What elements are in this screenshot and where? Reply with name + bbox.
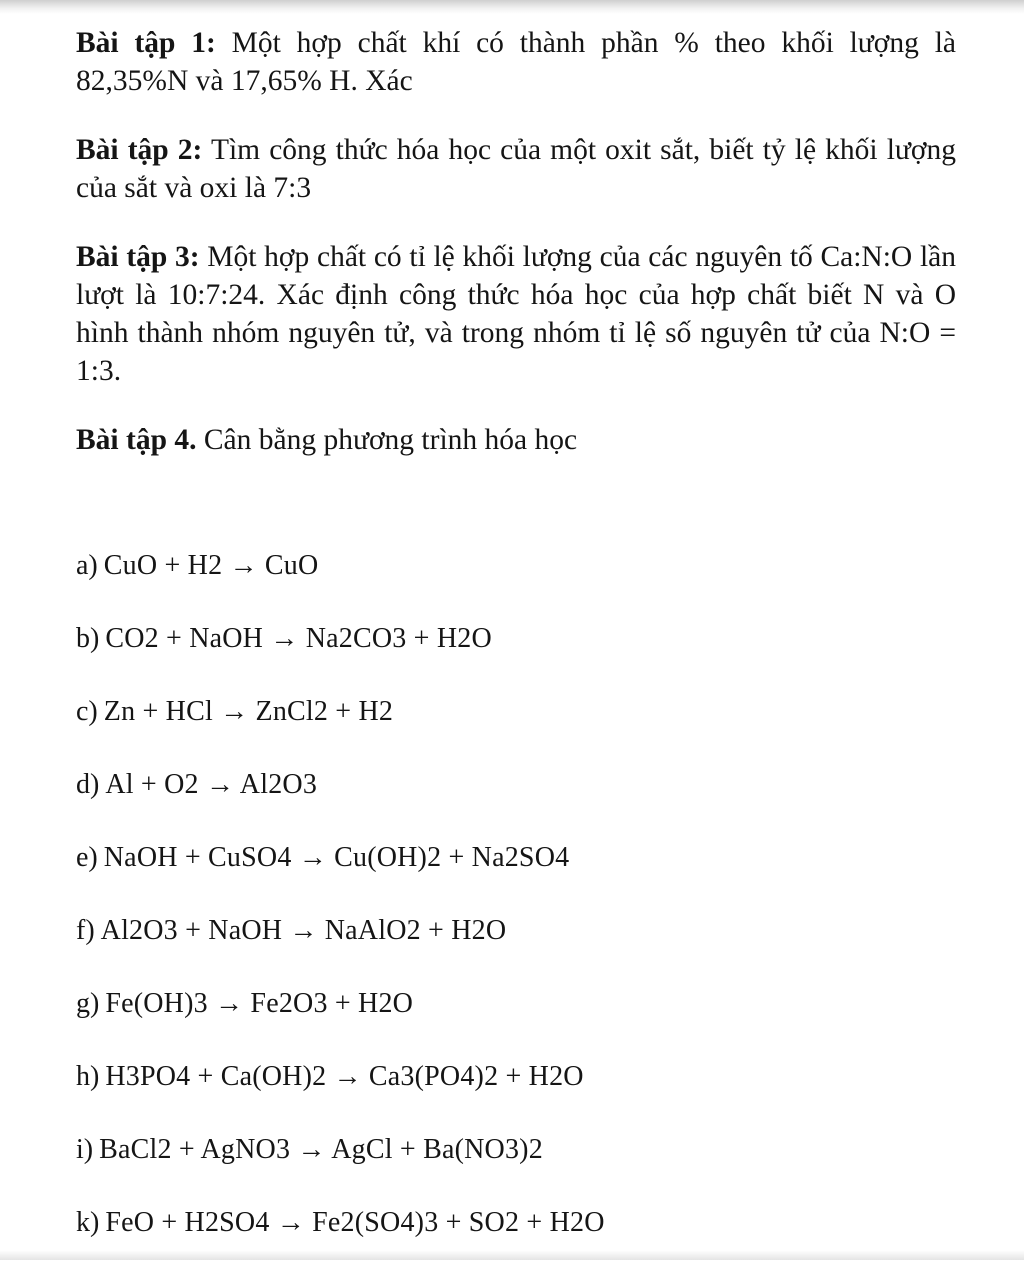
- equation-expression: Al2O3 + NaOH → NaAlO2 + H2O: [100, 915, 507, 946]
- equation-expression: H3PO4 + Ca(OH)2 → Ca3(PO4)2 + H2O: [105, 1061, 584, 1092]
- page-bottom-edge: [0, 1250, 1024, 1260]
- exercise-1: [76, 24, 956, 100]
- equation-label: d): [76, 769, 100, 800]
- equation-label: k): [76, 1207, 100, 1238]
- equation-item: [76, 838, 976, 911]
- equation-label: b): [76, 623, 100, 654]
- equation-expression: Fe(OH)3 → Fe2O3 + H2O: [105, 988, 414, 1019]
- equation-item: [76, 765, 976, 838]
- equation-expression: FeO + H2SO4 → Fe2(SO4)3 + SO2 + H2O: [105, 1207, 605, 1238]
- equation-item: [76, 546, 976, 619]
- equation-item: [76, 692, 976, 765]
- equation-label: g): [76, 988, 100, 1019]
- equation-expression: CO2 + NaOH → Na2CO3 + H2O: [105, 623, 492, 654]
- equation-expression: Zn + HCl → ZnCl2 + H2: [103, 696, 394, 727]
- equation-item: [76, 1057, 976, 1130]
- exercise-1-label: Bài tập 1:: [76, 27, 216, 59]
- equation-item: [76, 1203, 976, 1276]
- equation-expression: NaOH + CuSO4 → Cu(OH)2 + Na2SO4: [103, 842, 570, 873]
- exercise-2-label: Bài tập 2:: [76, 134, 203, 166]
- equation-label: e): [76, 842, 98, 873]
- equation-item: [76, 984, 976, 1057]
- exercise-3-text: Một hợp chất có tỉ lệ khối lượng của các nguyên tố Ca:N:O lần lượt là 10:7:24. Xác định công thức hóa học của hợp chất biết N và O hình thành nhóm nguyên tử, và trong nhóm tỉ lệ số nguyên tử của N:O = 1:3.: [76, 241, 956, 387]
- equation-list: [76, 546, 976, 1276]
- exercise-3-label: Bài tập 3:: [76, 241, 200, 273]
- equation-label: c): [76, 696, 98, 727]
- exercise-2: [76, 131, 956, 207]
- equation-expression: BaCl2 + AgNO3 → AgCl + Ba(NO3)2: [99, 1134, 543, 1165]
- exercise-4-text: Cân bằng phương trình hóa học: [196, 424, 578, 456]
- exercise-4: [76, 421, 956, 459]
- equation-label: a): [76, 550, 98, 581]
- equation-label: i): [76, 1134, 94, 1165]
- exercise-2-text: Tìm công thức hóa học của một oxit sắt, biết tỷ lệ khối lượng của sắt và oxi là 7:3: [76, 134, 956, 204]
- equation-label: h): [76, 1061, 100, 1092]
- equation-expression: CuO + H2 → CuO: [103, 550, 319, 581]
- exercise-4-label: Bài tập 4.: [76, 424, 197, 456]
- equation-expression: Al + O2 → Al2O3: [105, 769, 318, 800]
- equation-item: [76, 911, 976, 984]
- document-page: [76, 24, 956, 459]
- page-top-edge: [0, 0, 1024, 14]
- equation-item: [76, 1130, 976, 1203]
- exercise-1-text: Một hợp chất khí có thành phần % theo khối lượng là 82,35%N và 17,65% H. Xác: [76, 27, 956, 97]
- equation-item: [76, 619, 976, 692]
- exercise-3: [76, 238, 956, 390]
- equation-label: f): [76, 915, 95, 946]
